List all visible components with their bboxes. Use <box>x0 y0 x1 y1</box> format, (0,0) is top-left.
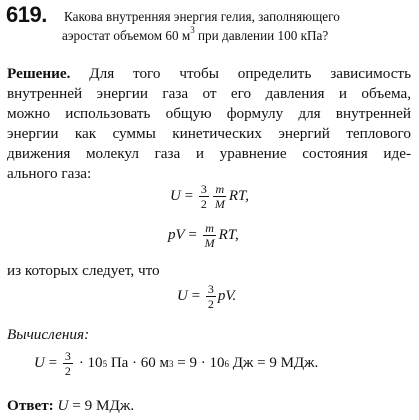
solution-line4: энергии как суммы кинетических энергий теплового <box>7 125 411 142</box>
formula-internal-energy: U = $\frac{3}{2}$ $\frac{m}{M}$ RT, <box>170 182 249 211</box>
answer-label: Ответ: <box>7 397 54 414</box>
formula-ideal-gas: pV = $\frac{m}{M}$ RT, <box>168 221 239 250</box>
problem-text-line2: аэростат объемом 60 $м^3$ при давлении 100 кПа? <box>62 25 329 43</box>
solution-line2: внутренней энергии газа от его давления и объема, <box>7 85 411 102</box>
answer-variable: U <box>57 397 69 414</box>
solution-line6: ального газа: <box>7 165 92 182</box>
problem-text-line1: Какова внутренняя энергия гелия, заполняющего <box>64 9 340 24</box>
follows-text: из которых следует, что <box>7 262 160 279</box>
calc-label: Вычисления: <box>7 326 90 343</box>
solution-line1: Решение. Для того чтобы определить зависимость <box>7 65 411 82</box>
calc-formula: U = $\frac{3}{2}$ · 10 5 Па · 60 м 3 = 9 · 10 6 Дж = 9 МДж. <box>34 349 319 378</box>
problem-number: 619. <box>6 2 47 27</box>
solution-line5: движения молекул газа и уравнение состояния иде- <box>7 145 411 162</box>
solution-line3: можно использовать общую формулу для внутренней <box>7 105 411 122</box>
answer-value: = 9 МДж. <box>68 397 135 414</box>
answer-line <box>7 396 134 416</box>
solution-label: Решение. <box>7 65 71 82</box>
formula-result: U = $\frac{3}{2}$ pV. <box>177 282 237 311</box>
